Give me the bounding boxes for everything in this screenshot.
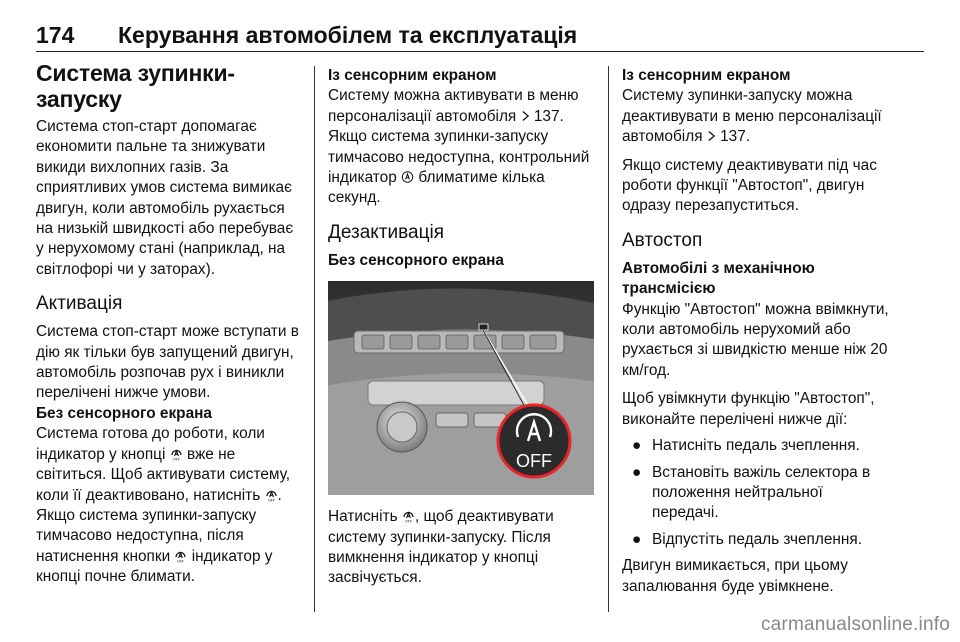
- autostop-icon: [402, 509, 415, 523]
- screen-paragraph: Систему можна активувати в меню персоналізації автомобіля 137. Якщо система зупинки-запуску тимчасово недоступна, контрольний індикатор блиматиме кілька секунд.: [328, 87, 590, 207]
- screen-paragraph: Систему зупинки-запуску можна деактивувати в меню персоналізації автомобіля 137.: [622, 87, 882, 146]
- list-item: ● Відпустіть педаль зчеплення.: [632, 530, 863, 548]
- autostop-icon: [265, 488, 278, 502]
- steps-list: [622, 436, 892, 550]
- final-paragraph: Двигун вимикається, при цьому запалювання буде увімкнене.: [622, 557, 848, 595]
- page-number: 174: [36, 22, 75, 48]
- knob-center: [387, 412, 417, 442]
- column-divider: [314, 66, 315, 612]
- strip-button: [390, 335, 412, 349]
- column-middle: [328, 66, 594, 589]
- screen-heading: Із сенсорним екраном: [622, 67, 791, 84]
- manual-transmission-heading: Автомобілі з механічною трансмісією: [622, 259, 815, 298]
- activation-heading: Активація: [36, 293, 123, 315]
- watermark: carmanualsonline.info: [760, 614, 950, 635]
- column-right: [622, 66, 892, 597]
- screen-heading: Із сенсорним екраном: [328, 67, 497, 84]
- strip-button: [502, 335, 524, 349]
- autostop-heading: Автостоп: [622, 229, 703, 251]
- deactivation-note: Якщо систему деактивувати під час роботи функції "Автостоп", двигун одразу перезапуститься.: [622, 156, 877, 215]
- strip-button: [362, 335, 384, 349]
- manual-transmission-paragraph: Функцію "Автостоп" можна ввімкнути, коли автомобіль нерухомий або рухається зі швидкістю менше ніж 20 км/год.: [622, 300, 889, 379]
- dashboard-button-figure: [328, 281, 594, 495]
- strip-button: [418, 335, 440, 349]
- strip-button: [530, 335, 556, 349]
- column-left: [36, 60, 304, 588]
- page-header: [36, 22, 924, 52]
- steps-intro: Щоб увімкнути функцію "Автостоп", виконайте перелічені нижче дії:: [622, 390, 875, 428]
- intro-paragraph: Система стоп-старт допомагає економити пальне та знижувати викиди вихлопних газів. За сприятливих умов система вимикає двигун, коли автомобіль рухається на низькій швидкості або перебуває у нерухомому стані (наприклад, на світлофорі чи у заторах).: [36, 118, 294, 278]
- console-button: [436, 413, 468, 427]
- no-screen-heading: Без сенсорного екрана: [328, 251, 504, 269]
- header-rule: [36, 51, 924, 52]
- no-screen-heading: Без сенсорного екрана: [36, 404, 212, 422]
- strip-button: [446, 335, 468, 349]
- section-title: Система зупинки-запуску: [36, 60, 235, 112]
- no-screen-paragraph: Система готова до роботи, коли індикатор у кнопці вже не світиться. Щоб активувати систему, коли її деактивовано, натисніть . Якщо система зупинки-запуску тимчасово недоступна, після натиснення кнопки індикатор у кнопці почне блимати.: [36, 425, 291, 586]
- deactivation-heading: Дезактивація: [328, 221, 444, 243]
- running-title: Керування автомобілем та експлуатація: [118, 22, 578, 48]
- autostop-indicator-icon: [401, 170, 414, 184]
- autostop-icon: [170, 447, 183, 461]
- autostop-badge-label: OFF: [516, 451, 552, 472]
- page-reference-icon: [521, 109, 530, 123]
- page-reference-icon: [707, 129, 716, 143]
- list-item: ● Натисніть педаль зчеплення.: [632, 437, 860, 455]
- activation-paragraph: Система стоп-старт може вступати в дію як тільки був запущений двигун, автомобіль розпочав рух і виникли перелічені нижче умови.: [36, 323, 299, 402]
- deactivation-paragraph: Натисніть , щоб деактивувати систему зупинки-запуску. Після вимкнення індикатор у кнопці засвічується.: [328, 508, 554, 587]
- autostop-icon: [174, 549, 187, 563]
- list-item: ● Встановіть важіль селектора в положення нейтральної передачі.: [632, 463, 871, 522]
- column-divider: [608, 66, 609, 612]
- highlighted-button-marker: [479, 324, 488, 330]
